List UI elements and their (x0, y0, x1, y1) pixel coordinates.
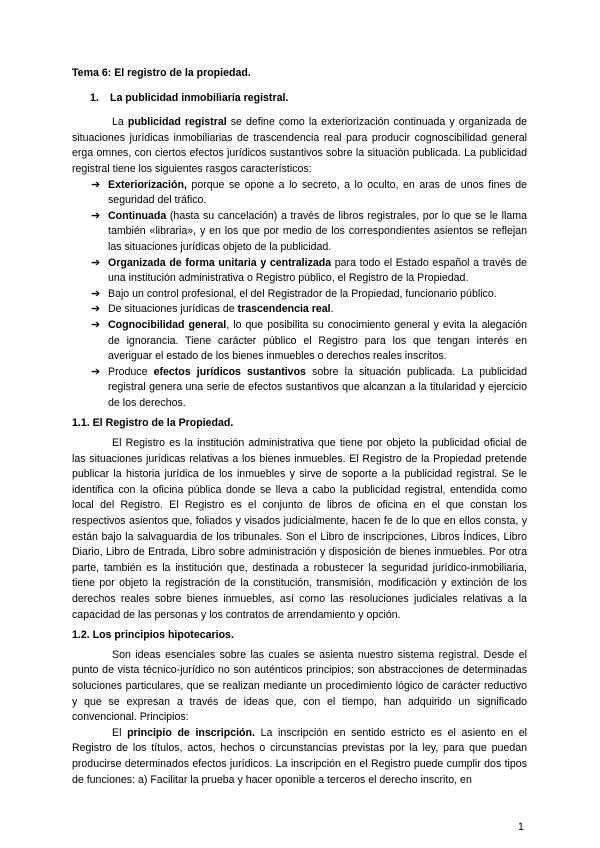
text-run: para todo el Estado español a través de una institución administrativa o Registro público, el Registro de la Propiedad. (108, 256, 527, 285)
text-run: . (330, 303, 334, 316)
list-item (91, 365, 527, 412)
arrow-icon: ➔ (91, 178, 101, 191)
bold-term: Organizada de forma unitaria y centralizada (108, 256, 332, 269)
bold-term: efectos jurídicos sustantivos (153, 365, 306, 378)
inscripcion-paragraph (72, 726, 527, 788)
arrow-icon: ➔ (91, 365, 101, 378)
arrow-icon: ➔ (91, 318, 101, 331)
bold-term: trascendencia real (237, 303, 331, 316)
text-run: (hasta su cancelación) a través de libros registrales, por lo que se le llama también «libraria», y en los que por medio de los correspondientes asientos se reflejan las situaciones jurídicas objeto de la publicidad. (108, 209, 527, 253)
text-run: porque se opone a lo secreto, a lo oculto, en aras de unos fines de seguridad del tráfico. (108, 178, 527, 207)
section-heading-1-1: 1.1. El Registro de la Propiedad. (72, 417, 234, 430)
registro-paragraph: El Registro es la institución administrativa que tiene por objeto la publicidad oficial de las situaciones jurídicas relativas a los bienes inmuebles. El Registro de la Propiedad pretende publicar la historia jurídica de los inmuebles y sirve de soporte a la publicidad registral. Se le identifica con la oficina pública donde se lleva a cabo la publicidad registral, entendida como local del Registro. El Registro es el conjunto de libros de oficina en el que constan los respectivos asientos que, foliados y visados judicialmente, hacen fe de lo que en ellos consta, y están bajo la salvaguardia de los tribunales. Son el Libro de inscripciones, Libros Índices, Libro Diario, Libro de Entrada, Libro sobre administración y disposición de bienes inmuebles. Por otra parte, también es la institución que, destinada a robustecer la seguridad jurídico-inmobiliaria, tiene por objeto la registración de la constitución, transmisión, modificación y extinción de los derechos reales sobre bienes inmuebles, así como las resoluciones judiciales relativas a la capacidad de las personas y los contratos de arrendamiento y opción. (72, 437, 527, 621)
section-number: 1. (90, 91, 99, 104)
text-run: Produce (108, 365, 154, 378)
section-title: La publicidad inmobiliaria registral. (110, 91, 289, 104)
features-list (72, 178, 527, 412)
text-run: La (112, 116, 128, 129)
list-item (91, 287, 527, 303)
arrow-icon: ➔ (91, 287, 101, 300)
text-run: se define como la exteriorización continuada y organizada de situaciones jurídicas inmobiliarias de trascendencia real para producir cognoscibilidad general erga omnes, con ciertos efectos jurídicos sustantivos sobre la situación publicada. La publicidad registral tiene los siguientes rasgos característicos: (72, 116, 527, 175)
bold-term: Cognocibilidad general (108, 318, 227, 331)
text-run: , lo que posibilita su conocimiento general y evita la alegación de ignorancia. Tiene carácter público el Registro para los que tengan interés en averiguar el estado de los bienes inmuebles o derechos reales inscritos. (108, 318, 527, 363)
arrow-icon: ➔ (91, 256, 101, 269)
intro-paragraph (72, 115, 527, 177)
section-heading-1-2: 1.2. Los principios hipotecarios. (72, 629, 234, 642)
section-heading-1 (90, 91, 527, 107)
text-run: La inscripción en sentido estricto es el asiento en el Registro de los títulos, actos, hechos o circunstancias previstas por la ley, para que puedan producirse determinados efectos jurídicos. La inscripción en el Registro puede cumplir dos tipos de funciones: a) Facilitar la prueba y hacer oponible a terceros el derecho inscrito, en (72, 726, 527, 786)
bold-term: Continuada (108, 209, 167, 222)
arrow-icon: ➔ (91, 303, 101, 316)
text-run: El (112, 726, 128, 739)
text-run: sobre la situación publicada. La publicidad registral genera una serie de efectos sustantivos que alcanzan a la titularidad y ejercicio de los derechos. (108, 365, 527, 409)
bold-term: principio de inscripción. (127, 726, 255, 739)
document-title: Tema 6: El registro de la propiedad. (72, 67, 251, 79)
bold-term: Exteriorización, (108, 178, 187, 191)
list-item (91, 256, 527, 287)
principios-paragraph: Son ideas esenciales sobre las cuales se asienta nuestro sistema registral. Desde el punto de vista técnico-jurídico no son auténticos principios; son abstracciones de determinadas soluciones particulares, que se realizan mediante un procedimiento lógico de carácter reductivo y que se expresan a través de ideas que, con el tiempo, han adquirido un significado convencional. Principios: (72, 648, 527, 724)
text-run: De situaciones jurídicas de (108, 303, 238, 316)
page-number: 1 (518, 821, 524, 833)
text-run: Bajo un control profesional, el del Registrador de la Propiedad, funcionario público. (108, 287, 497, 300)
list-item (91, 178, 527, 209)
list-item (91, 318, 527, 365)
document-page (72, 66, 527, 788)
bold-term: publicidad registral (127, 116, 227, 129)
arrow-icon: ➔ (91, 209, 101, 222)
list-item (91, 209, 527, 256)
list-item (91, 302, 527, 318)
